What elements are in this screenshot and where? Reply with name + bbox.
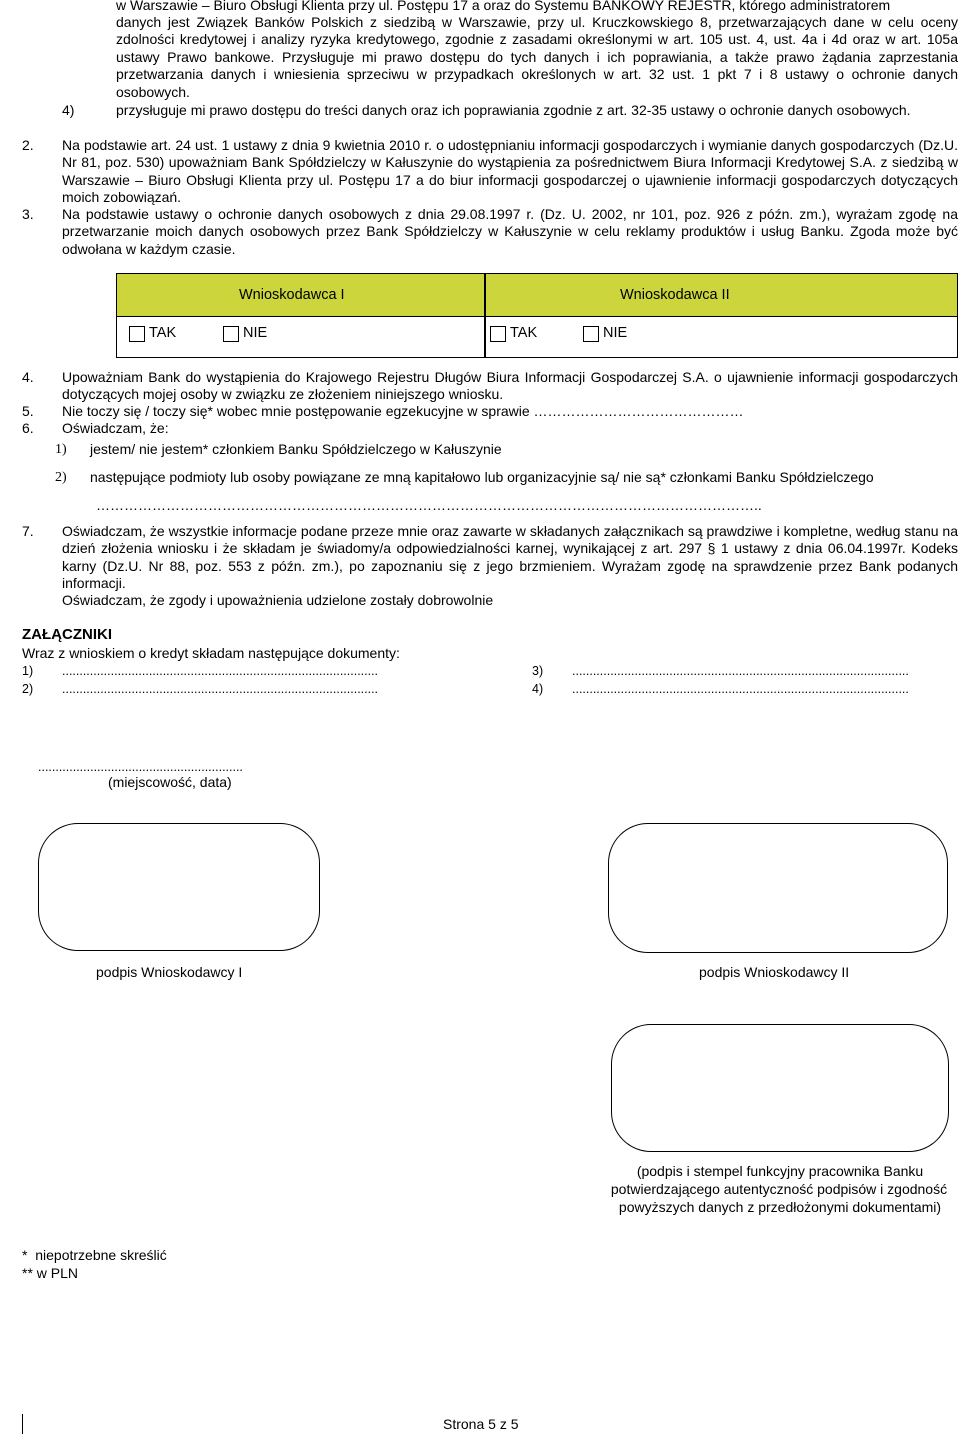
point-4-text: Upoważniam Bank do wystąpienia do Krajowego Rejestru Długów Biura Informacji Gospodarczej S.A. o ujawnienie informacji gospodarczych dotyczących mojej osoby w związku ze złożeniem niniejszego wniosku. bbox=[62, 369, 958, 403]
applicant-2-signature-label: podpis Wnioskodawcy II bbox=[699, 964, 850, 980]
point-7-text: Oświadczam, że wszystkie informacje podane przeze mnie oraz zawarte w składanych załącznikach są prawdziwe i kompletne, według stanu na dzień złożenia wniosku i że składam je świadomy/a odpowiedzialności karnej, wynikającej z art. 297 § 1 ustawy z dnia 06.04.1997r. Kodeks karny (Dz.U. Nr 88, poz. 553 z późn. zm.), po zapoznaniu się z jego brzmieniem. Wyrażam zgodę na sprawdzenie przez Bank podanych informacji. bbox=[62, 523, 958, 592]
bank-signature-caption-2: potwierdzającego autentyczność podpisów i zgodność bbox=[610, 1181, 948, 1197]
item-4-number: 4) bbox=[62, 102, 75, 118]
applicant-2-heading: Wnioskodawca II bbox=[620, 287, 730, 303]
place-date-line[interactable]: ........................................................... bbox=[38, 760, 243, 774]
applicant-2-signature-box[interactable] bbox=[608, 823, 948, 953]
applicant-2-no-label: NIE bbox=[603, 325, 628, 341]
applicant-1-yes-label: TAK bbox=[149, 325, 177, 341]
applicant-2-yes-label: TAK bbox=[510, 325, 538, 341]
attachment-2-number: 2) bbox=[22, 682, 34, 696]
intro-paragraph: danych jest Związek Banków Polskich z siedzibą w Warszawie, przy ul. Kruczkowskiego 8, przetwarzających dane w celu oceny zdolności kredytowej i analizy ryzyka kredytowego, zgodnie z zasadami określonymi w art. 105 ust. 4, ust. 4a i 4d oraz w art. 105a ustawy Prawo bankowe. Przysługuje mi prawo dostępu do tych danych i ich poprawiania, a także prawo żądania zaprzestania przetwarzania danych i wniesienia sprzeciwu w przypadkach określonych w art. 32 ust. 1 pkt 7 i 8 ustawy o ochronie danych osobowych. bbox=[116, 14, 958, 100]
marketing-consent-table bbox=[116, 273, 959, 358]
point-2-number: 2. bbox=[22, 137, 34, 153]
attachment-3-number: 3) bbox=[532, 664, 544, 678]
point-6-2-fill-line[interactable]: …………………………………………………………………………………………………………………………….. bbox=[96, 497, 762, 513]
applicant-1-signature-box[interactable] bbox=[38, 823, 320, 951]
footer-margin-mark bbox=[22, 1414, 23, 1434]
bank-signature-caption-3: powyższych danych z przedłożonymi dokumentami) bbox=[618, 1199, 942, 1215]
point-5-number: 5. bbox=[22, 403, 34, 419]
point-4-number: 4. bbox=[22, 369, 34, 385]
point-3-text: Na podstawie ustawy o ochronie danych osobowych z dnia 29.08.1997 r. (Dz. U. 2002, nr 101, poz. 926 z późn. zm.), wyrażam zgodę na przetwarzanie moich danych osobowych przez Bank Spółdzielczy w Kałuszynie w celu reklamy produktów i usług Banku. Zgoda może być odwołana w każdym czasie. bbox=[62, 206, 958, 257]
applicant-1-no-label: NIE bbox=[243, 325, 268, 341]
point-7-number: 7. bbox=[22, 523, 34, 539]
attachments-heading: ZAŁĄCZNIKI bbox=[22, 626, 112, 643]
applicant-2-yes-checkbox[interactable] bbox=[490, 326, 506, 342]
attachment-1-line[interactable]: ........................................................................................... bbox=[62, 664, 379, 678]
attachments-intro: Wraz z wnioskiem o kredyt składam następujące dokumenty: bbox=[22, 645, 400, 661]
point-5-text: Nie toczy się / toczy się* wobec mnie postępowanie egzekucyjne w sprawie ……………………………………… bbox=[62, 403, 744, 419]
intro-line-1: w Warszawie – Biuro Obsługi Klienta przy ul. Postępu 17 a oraz do Systemu BANKOWY REJESTR, którego administratorem bbox=[116, 0, 891, 13]
point-6-1-text: jestem/ nie jestem* członkiem Banku Spółdzielczego w Kałuszynie bbox=[90, 441, 502, 457]
point-6-2-text: następujące podmioty lub osoby powiązane ze mną kapitałowo lub organizacyjnie są/ nie są* członkami Banku Spółdzielczego bbox=[90, 469, 874, 485]
attachment-3-line[interactable]: ................................................................................................. bbox=[572, 664, 909, 678]
page-number: Strona 5 z 5 bbox=[443, 1416, 519, 1432]
place-date-label: (miejscowość, data) bbox=[108, 774, 232, 790]
point-6-number: 6. bbox=[22, 420, 34, 436]
applicant-1-signature-label: podpis Wnioskodawcy I bbox=[96, 964, 243, 980]
voluntary-consent-statement: Oświadczam, że zgody i upoważnienia udzielone zostały dobrowolnie bbox=[62, 592, 494, 608]
applicant-1-heading: Wnioskodawca I bbox=[239, 287, 345, 303]
point-6-1-number: 1) bbox=[55, 442, 67, 457]
applicant-1-yes-checkbox[interactable] bbox=[129, 326, 145, 342]
footnote-strike-out: * niepotrzebne skreślić bbox=[22, 1247, 167, 1263]
point-2-text: Na podstawie art. 24 ust. 1 ustawy z dnia 9 kwietnia 2010 r. o udostępnianiu informacji gospodarczych i wymianie danych gospodarczych (Dz.U. Nr 81, poz. 530) upoważniam Bank Spółdzielczy w Kałuszynie do wystąpienia za pośrednictwem Biura Informacji Kredytowej S.A. z siedzibą w Warszawie – Biuro Obsługi Klienta przy ul. Postępu 17 a do biur informacji gospodarczej o ujawnienie informacji gospodarczych dotyczących moich zobowiązań. bbox=[62, 137, 958, 206]
point-3-number: 3. bbox=[22, 206, 34, 222]
applicant-1-no-checkbox[interactable] bbox=[223, 326, 239, 342]
point-6-text: Oświadczam, że: bbox=[62, 420, 169, 436]
consent-table-options bbox=[116, 317, 958, 358]
attachment-1-number: 1) bbox=[22, 664, 34, 678]
footnote-currency: ** w PLN bbox=[22, 1265, 79, 1281]
item-4-text: przysługuje mi prawo dostępu do treści danych oraz ich poprawiania zgodnie z art. 32-35 ustawy o ochronie danych osobowych. bbox=[116, 102, 911, 118]
bank-employee-signature-box[interactable] bbox=[611, 1024, 949, 1152]
applicant-2-no-checkbox[interactable] bbox=[583, 326, 599, 342]
bank-signature-caption-1: (podpis i stempel funkcyjny pracownika Banku bbox=[636, 1163, 924, 1179]
consent-table-header bbox=[116, 273, 958, 317]
attachment-4-line[interactable]: ................................................................................................. bbox=[572, 682, 909, 696]
point-6-2-number: 2) bbox=[55, 470, 67, 485]
attachment-2-line[interactable]: ........................................................................................... bbox=[62, 682, 379, 696]
attachment-4-number: 4) bbox=[532, 682, 544, 696]
